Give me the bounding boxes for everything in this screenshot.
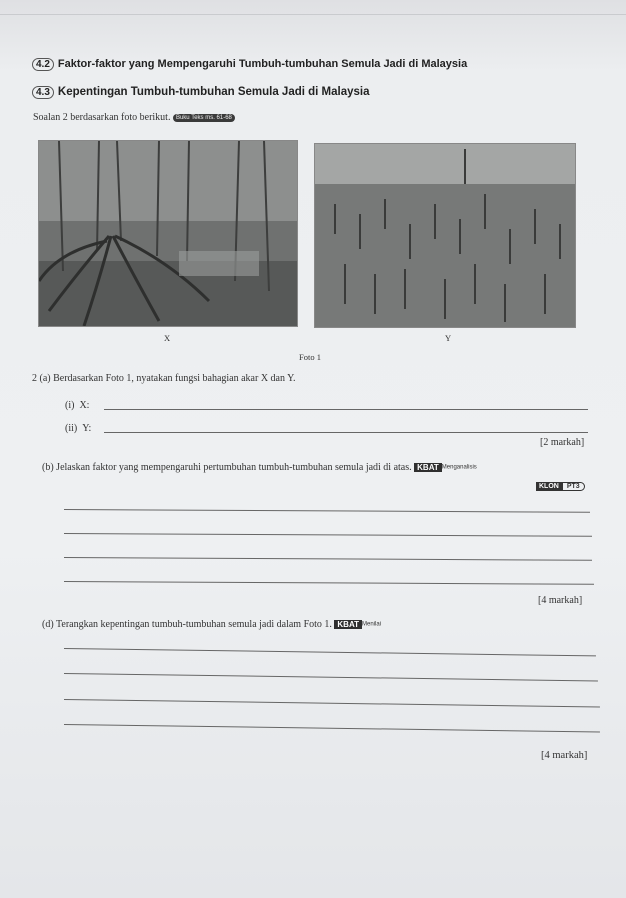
photo-y: [314, 143, 576, 328]
heading-number: 4.2: [32, 58, 54, 71]
question-part: (a): [39, 373, 51, 384]
mangrove-roots-image: [39, 141, 297, 326]
q2a-ii-prompt: [65, 423, 91, 434]
paper-fold-line: [0, 14, 626, 15]
item-label: (i): [65, 400, 75, 411]
q2d-question: [42, 619, 381, 630]
answer-line-b1[interactable]: [64, 509, 590, 513]
kbat-skill: Menganalisis: [441, 464, 477, 471]
photo-caption: Foto 1: [299, 352, 321, 362]
klon-pt3-badge: [536, 483, 585, 490]
item-prompt: Y:: [82, 423, 92, 434]
heading-4-3: [32, 86, 370, 99]
photo-x-label: X: [164, 333, 171, 343]
klon-label: KLON: [536, 482, 562, 491]
question-number: 2: [32, 373, 37, 384]
q2d-marks: [4 markah]: [541, 750, 588, 761]
question-text: Jelaskan faktor yang mempengaruhi pertumbuhan tumbuh-tumbuhan semula jadi di atas.: [56, 462, 412, 473]
q2b-marks: [4 markah]: [538, 595, 583, 606]
pneumatophores-image: [315, 144, 575, 327]
intro-text: Soalan 2 berdasarkan foto berikut.: [33, 112, 171, 123]
pt3-label: PT3: [562, 482, 585, 491]
photo-x: [38, 140, 298, 327]
question-text: Terangkan kepentingan tumbuh-tumbuhan semula jadi dalam Foto 1.: [56, 619, 332, 630]
item-prompt: X:: [79, 400, 90, 411]
answer-line-b4[interactable]: [64, 581, 594, 585]
answer-line-d1[interactable]: [64, 648, 596, 656]
kbat-badge: KBAT: [414, 463, 442, 472]
q2a-i-prompt: [65, 400, 89, 411]
photo-y-label: Y: [445, 333, 452, 343]
heading-4-2: [32, 58, 467, 71]
answer-line-d3[interactable]: [64, 699, 600, 707]
answer-line-d2[interactable]: [64, 673, 598, 681]
item-label: (ii): [65, 423, 78, 434]
q2a-question: [32, 373, 296, 384]
heading-number: 4.3: [32, 86, 54, 99]
question-text: Berdasarkan Foto 1, nyatakan fungsi bahagian akar X dan Y.: [53, 373, 296, 384]
answer-line-x[interactable]: [104, 409, 588, 410]
q2a-marks: [2 markah]: [540, 437, 585, 448]
q2b-question: [42, 462, 477, 473]
heading-text: Faktor-faktor yang Mempengaruhi Tumbuh-tumbuhan Semula Jadi di Malaysia: [57, 58, 468, 70]
heading-text: Kepentingan Tumbuh-tumbuhan Semula Jadi di Malaysia: [57, 86, 370, 98]
question-part: (b): [42, 462, 54, 473]
answer-line-b2[interactable]: [64, 533, 592, 537]
intro-line: [33, 112, 235, 123]
answer-line-d4[interactable]: [64, 724, 600, 732]
kbat-badge: KBAT: [334, 620, 362, 629]
question-part: (d): [42, 619, 54, 630]
answer-line-y[interactable]: [104, 432, 588, 433]
textbook-ref-chip: Buku Teks ms. 61-68: [173, 114, 235, 122]
kbat-skill: Menilai: [362, 621, 382, 628]
answer-line-b3[interactable]: [64, 557, 592, 561]
